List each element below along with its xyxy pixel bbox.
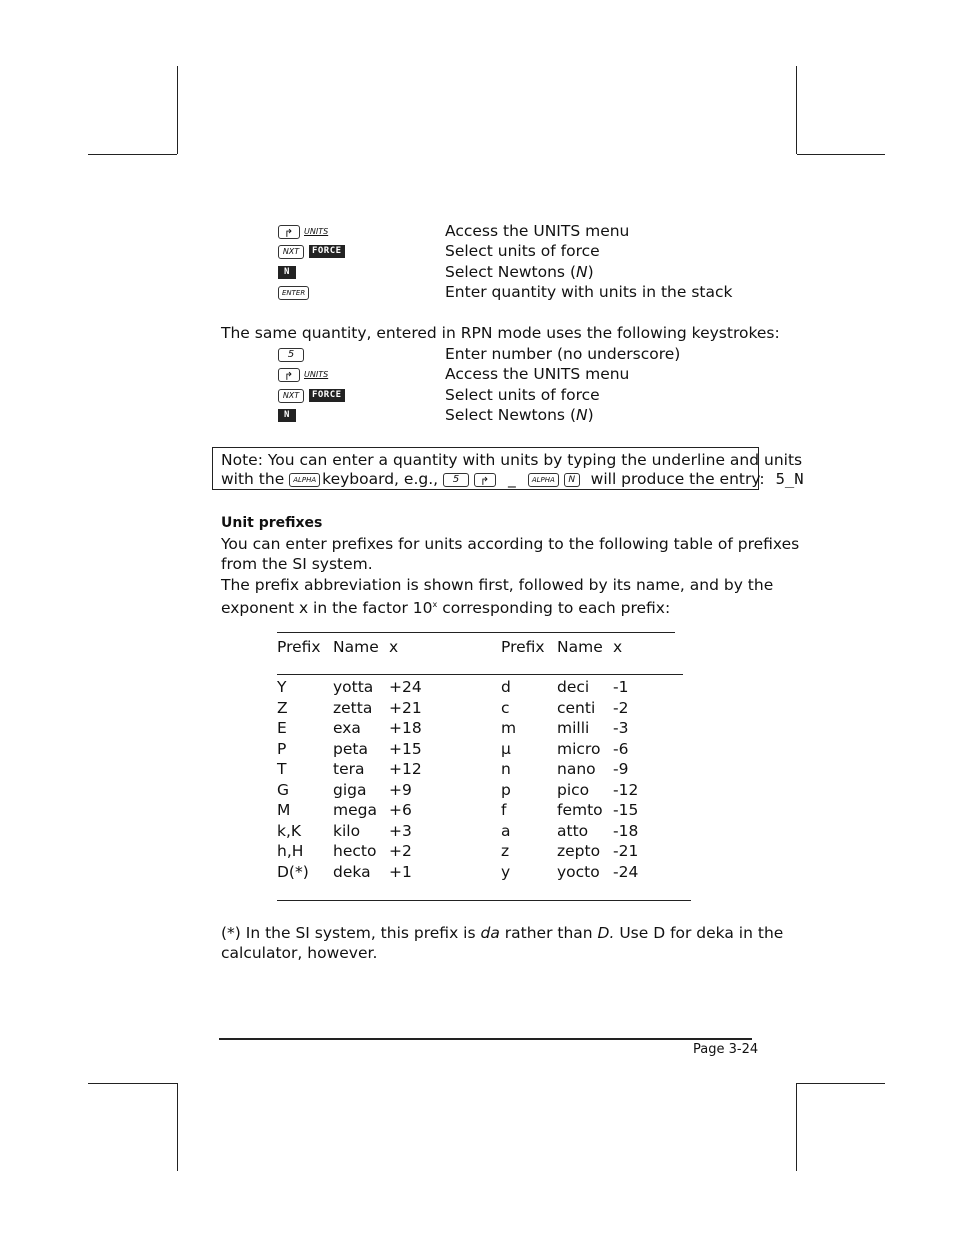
table-cell-exponent: -6 <box>613 739 629 758</box>
table-top-rule <box>277 632 675 633</box>
table-cell-prefix: P <box>277 739 287 758</box>
table-cell-prefix: f <box>501 801 507 819</box>
desc-text: Select Newtons ( <box>445 263 576 281</box>
header-prefix: Prefix <box>501 638 545 656</box>
force-softkey: FORCE <box>309 389 345 402</box>
keystroke-desc: Enter quantity with units in the stack <box>445 283 733 301</box>
table-bottom-rule <box>277 900 691 901</box>
units-key-label: UNITS <box>304 226 329 236</box>
table-cell-name: deka <box>333 862 371 881</box>
crop-mark-top-left-h <box>88 154 177 155</box>
right-shift-key-icon <box>474 473 496 487</box>
table-cell-name: yotta <box>333 678 374 696</box>
table-cell-exponent: -9 <box>613 760 629 778</box>
note-line-1: Note: You can enter a quantity with units by typing the underline and units <box>221 451 803 469</box>
keystroke-row <box>278 405 296 425</box>
keystroke-desc <box>445 262 594 282</box>
keystroke-row <box>278 364 328 384</box>
table-cell-exponent: -12 <box>613 780 639 799</box>
section-title: Unit prefixes <box>221 515 323 531</box>
table-cell-name: centi <box>557 698 596 717</box>
crop-mark-bottom-right-v <box>796 1083 797 1171</box>
table-cell-name: yocto <box>557 862 600 881</box>
table-cell-prefix: G <box>277 780 290 799</box>
crop-mark-top-right-v <box>796 66 797 154</box>
desc-text: ) <box>587 406 594 424</box>
paragraph-text: exponent x in the factor 10 <box>221 599 433 618</box>
five-key: 5 <box>443 473 469 487</box>
keystroke-row <box>278 241 345 261</box>
footnote-italic: D. <box>597 924 615 942</box>
enter-key: ENTER <box>278 286 309 300</box>
keystroke-row <box>278 344 304 364</box>
keystroke-desc: Enter number (no underscore) <box>445 345 681 363</box>
paragraph-line <box>221 595 671 618</box>
n-softkey: N <box>278 409 296 422</box>
table-cell-exponent: -1 <box>613 678 629 696</box>
force-softkey: FORCE <box>309 245 345 258</box>
right-shift-key-icon <box>278 225 300 239</box>
table-cell-name: kilo <box>333 821 361 840</box>
footnote-line-2: calculator, however. <box>221 944 378 962</box>
footnote-italic: da <box>480 924 500 942</box>
paragraph-line: The prefix abbreviation is shown first, followed by its name, and by the <box>221 576 774 594</box>
units-key-label: UNITS <box>304 369 329 379</box>
header-name: Name <box>557 638 603 656</box>
note-text: keyboard, e.g., <box>322 470 439 488</box>
crop-mark-bottom-left-v <box>177 1083 178 1171</box>
table-cell-prefix: m <box>501 719 517 737</box>
table-cell-exponent: +18 <box>389 719 422 737</box>
desc-text: Select Newtons ( <box>445 406 576 424</box>
table-cell-prefix: n <box>501 760 511 778</box>
table-cell-name: hecto <box>333 842 377 860</box>
right-shift-key-icon <box>278 368 300 382</box>
paragraph-line: You can enter prefixes for units according to the following table of prefixes <box>221 535 800 553</box>
keystroke-desc <box>445 405 594 425</box>
table-cell-exponent: +3 <box>389 821 412 840</box>
table-cell-exponent: +6 <box>389 801 412 819</box>
table-cell-prefix: E <box>277 719 287 737</box>
table-cell-prefix: Z <box>277 698 288 717</box>
crop-mark-top-right-h <box>797 154 885 155</box>
desc-italic: N <box>576 263 588 281</box>
table-cell-name: giga <box>333 780 367 799</box>
keystroke-desc: Access the UNITS menu <box>445 222 630 240</box>
table-cell-prefix: T <box>277 760 287 778</box>
table-cell-exponent: -21 <box>613 842 639 860</box>
table-cell-exponent: -24 <box>613 862 639 881</box>
table-cell-exponent: -3 <box>613 719 629 737</box>
alpha-key: ALPHA <box>528 473 559 487</box>
table-cell-prefix: D(*) <box>277 862 309 881</box>
table-cell-exponent: +1 <box>389 862 412 881</box>
nxt-key: NXT <box>278 389 304 403</box>
keystroke-row <box>278 262 296 282</box>
table-cell-exponent: +21 <box>389 698 422 717</box>
table-cell-exponent: +15 <box>389 739 422 758</box>
keystroke-desc: Select units of force <box>445 242 600 260</box>
nxt-key: NXT <box>278 245 304 259</box>
table-cell-exponent: -18 <box>613 821 639 840</box>
paragraph-line: from the SI system. <box>221 555 373 573</box>
table-cell-name: mega <box>333 801 377 819</box>
header-x: x <box>613 638 623 656</box>
table-cell-name: femto <box>557 801 603 819</box>
table-cell-name: milli <box>557 719 590 737</box>
table-cell-name: pico <box>557 780 590 799</box>
table-header-rule <box>277 674 683 675</box>
table-cell-prefix: c <box>501 698 510 717</box>
table-cell-exponent: -2 <box>613 698 629 717</box>
keystroke-row <box>278 221 328 241</box>
entry-display: 5_N <box>775 470 804 488</box>
note-line-2 <box>221 469 804 489</box>
header-x: x <box>389 638 399 656</box>
table-cell-exponent: +24 <box>389 678 422 696</box>
note-text: with the <box>221 470 285 488</box>
table-cell-name: zetta <box>333 698 373 717</box>
crop-mark-bottom-right-h <box>797 1083 885 1084</box>
table-cell-prefix: Y <box>277 678 287 696</box>
keystroke-desc: Access the UNITS menu <box>445 365 630 383</box>
table-cell-name: nano <box>557 760 596 778</box>
desc-text: ) <box>587 263 594 281</box>
table-cell-name: exa <box>333 719 361 737</box>
table-cell-prefix: k,K <box>277 821 302 840</box>
keystroke-row <box>278 385 345 405</box>
keystroke-desc: Select units of force <box>445 386 600 404</box>
underscore-key: _ <box>508 470 516 488</box>
footnote-text: (*) In the SI system, this prefix is <box>221 924 481 942</box>
alpha-key: ALPHA <box>289 473 320 487</box>
keystroke-row <box>278 282 309 302</box>
table-cell-prefix: h,H <box>277 842 304 860</box>
table-cell-prefix: y <box>501 862 511 881</box>
n-key: N <box>564 473 580 487</box>
five-key: 5 <box>278 348 304 362</box>
rpn-intro: The same quantity, entered in RPN mode uses the following keystrokes: <box>221 324 780 342</box>
table-cell-exponent: +9 <box>389 780 412 799</box>
header-name: Name <box>333 638 379 656</box>
crop-mark-bottom-left-h <box>88 1083 177 1084</box>
note-text: will produce the entry: <box>590 470 765 488</box>
table-cell-name: deci <box>557 678 590 696</box>
page-number: Page 3-24 <box>693 1042 759 1057</box>
paragraph-text: corresponding to each prefix: <box>437 599 671 618</box>
table-cell-prefix: p <box>501 780 511 799</box>
table-cell-name: atto <box>557 821 589 840</box>
table-cell-exponent: +12 <box>389 760 422 778</box>
table-cell-prefix: d <box>501 678 511 696</box>
table-cell-exponent: +2 <box>389 842 412 860</box>
table-cell-name: zepto <box>557 842 601 860</box>
table-cell-name: micro <box>557 739 601 758</box>
table-cell-prefix: M <box>277 801 291 819</box>
footnote-text: rather than <box>499 924 598 942</box>
n-softkey: N <box>278 266 296 279</box>
footnote-line-1 <box>221 923 783 943</box>
table-cell-exponent: -15 <box>613 801 639 819</box>
footnote-text: Use D for deka in the <box>614 924 784 942</box>
footer-rule <box>219 1038 752 1040</box>
table-cell-name: peta <box>333 739 368 758</box>
header-prefix: Prefix <box>277 638 321 656</box>
exponent-sup: x <box>432 600 438 609</box>
desc-italic: N <box>576 406 588 424</box>
table-cell-prefix: a <box>501 821 511 840</box>
crop-mark-top-left-v <box>177 66 178 154</box>
table-cell-prefix: μ <box>501 739 511 758</box>
table-cell-prefix: z <box>501 842 510 860</box>
table-cell-name: tera <box>333 760 365 778</box>
